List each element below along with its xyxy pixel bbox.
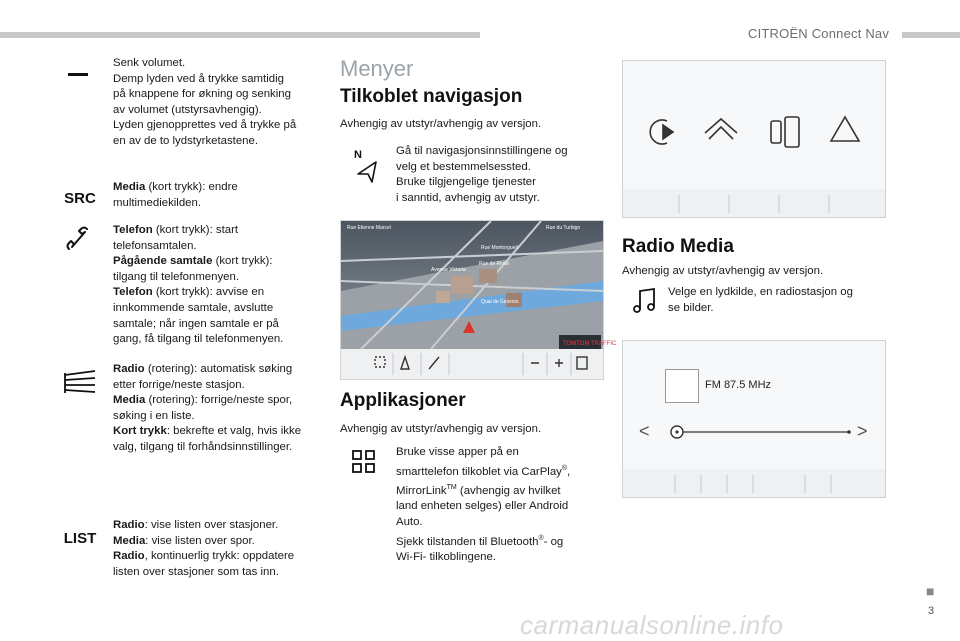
rotary-knob-icon: [60, 365, 100, 399]
apps-home-screen-screenshot: [622, 60, 886, 218]
radio-media-dependency: Avhengig av utstyr/avhengig av versjon.: [622, 265, 824, 277]
watermark: carmanualsonline.info: [520, 610, 784, 640]
tomtom-logo: TOMTOM TRAFFIC: [563, 341, 617, 347]
next-station-icon: >: [857, 421, 868, 441]
radio-screen-screenshot: [622, 340, 886, 498]
page-marker: ■: [926, 583, 935, 599]
section-title: Menyer: [340, 56, 414, 81]
list-icon: LIST: [63, 529, 97, 547]
src-icon: SRC: [64, 189, 96, 207]
header-rule: [0, 32, 480, 38]
list-text: Radio: vise listen over stasjoner. Media: vise listen over spor. Radio, kontinuerlig trykk: oppdatere listen over stasjoner som tas inn.: [113, 519, 295, 578]
mirrorlink-icon: [705, 119, 737, 139]
radio-media-text: Velge en lydkilde, en radiostasjon og se bilder.: [668, 286, 853, 314]
android-auto-icon: [831, 117, 859, 141]
music-note-icon: [630, 286, 660, 316]
page-number: 3: [928, 605, 935, 617]
map-street-label: Rue Etienne Marcel: [347, 225, 391, 231]
phone-mirror-icon: [771, 121, 781, 143]
apps-dependency: Avhengig av utstyr/avhengig av versjon.: [340, 423, 542, 435]
apps-text: Bruke visse apper på en smarttelefon tilkoblet via CarPlay®, MirrorLink™ (avhengig av hvilket land enheten selges) eller Android Auto. Sjekk tilstanden til Bluetooth®- og Wi-Fi- tilkoblingene.: [396, 446, 571, 563]
nav-text: Gå til navigasjonsinnstillingene og velg et bestemmelsessted. Bruke tilgjengelige tjenester i sanntid, avhengig av utstyr.: [396, 145, 568, 204]
map-street-label: Rue du Turbigo: [546, 225, 581, 231]
src-text: Media (kort trykk): endre multimediekilden.: [113, 181, 238, 209]
apps-grid-icon: [350, 448, 378, 476]
minus-icon: [66, 68, 90, 80]
nav-title: Tilkoblet navigasjon: [340, 86, 523, 107]
page-header-title: CITROËN Connect Nav: [748, 26, 890, 41]
volume-down-text: Senk volumet. Demp lyden ved å trykke samtidig på knappene for økning og senking av volumet (utstyrsavhengig). Lyden gjenopprettes ved å trykke på en av de to lydstyrketastene.: [113, 57, 297, 147]
map-street-label: Rue Montorgueil: [481, 245, 518, 251]
apps-title: Applikasjoner: [340, 390, 466, 411]
phone-text: Telefon (kort trykk): start telefonsamtalen. Pågående samtale (kort trykk): tilgang til telefonmenyen. Telefon (kort trykk): avvise en innkommende samtale, avslutte samtale; når ingen samtale er på gang, få tilgang til telefonmenyen.: [113, 224, 284, 346]
navigation-map-screenshot: [340, 220, 617, 380]
nav-dependency: Avhengig av utstyr/avhengig av versjon.: [340, 118, 542, 130]
station-frequency: FM 87.5 MHz: [705, 379, 772, 391]
prev-station-icon: <: [639, 421, 650, 441]
svg-text:N: N: [354, 149, 362, 161]
radio-media-title: Radio Media: [622, 236, 734, 257]
radio-text: Radio (rotering): automatisk søking etter forrige/neste stasjon. Media (rotering): forrige/neste spor, søking i en liste. Kort trykk: bekrefte et valg, hvis ikke valg, tilgang til forhåndsinnstillinger.: [113, 363, 302, 453]
phone-icon: [62, 222, 94, 254]
navigation-arrow-icon: [352, 146, 380, 186]
map-street-label: Rue de Rivoli: [479, 261, 509, 267]
map-street-label: Quai de Gesvres: [481, 299, 519, 305]
map-street-label: Avenue Victoria: [431, 267, 466, 273]
header-rule-right: [902, 32, 960, 38]
